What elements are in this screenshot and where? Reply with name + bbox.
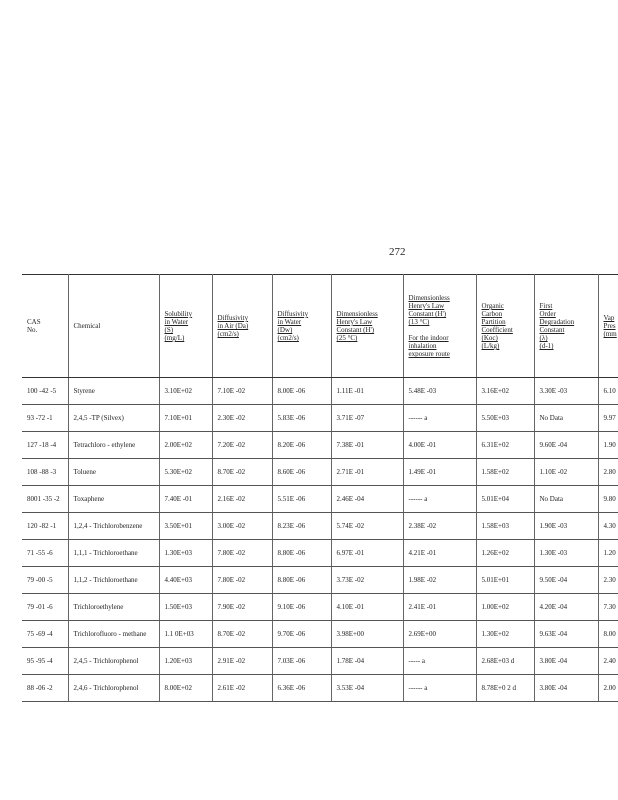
- table-cell-cas: 93 -72 -1: [22, 405, 68, 432]
- table-cell-vp: 2.40: [598, 648, 618, 675]
- column-header: [272, 275, 331, 378]
- table-cell-cas: 88 -06 -2: [22, 675, 68, 702]
- table-cell-koc: 5.01E+04: [476, 486, 534, 513]
- table-cell-cas: 79 -01 -6: [22, 594, 68, 621]
- column-header-line: (mg/L): [164, 334, 185, 342]
- table-cell-h25: 3.98E+00: [331, 621, 403, 648]
- table-cell-h13: 2.38E -02: [403, 513, 476, 540]
- column-header: [159, 275, 212, 378]
- chemical-properties-table: [22, 274, 618, 702]
- table-cell-da: 2.91E -02: [212, 648, 272, 675]
- column-header-line: exposure route: [408, 350, 450, 358]
- table-row: [22, 648, 618, 675]
- table-cell-vp: 8.00: [598, 621, 618, 648]
- table-cell-cas: 100 -42 -5: [22, 378, 68, 405]
- table-cell-chemical: Toxaphene: [68, 486, 159, 513]
- column-header-line: Dimensionless: [408, 294, 450, 302]
- table-row: [22, 567, 618, 594]
- column-header-line: Solubility: [164, 310, 193, 318]
- table-cell-h13: 2.69E+00: [403, 621, 476, 648]
- table-cell-dw: 8.23E -06: [272, 513, 331, 540]
- table-cell-s: 2.00E+02: [159, 432, 212, 459]
- table-cell-dw: 8.60E -06: [272, 459, 331, 486]
- table-cell-da: 8.70E -02: [212, 621, 272, 648]
- table-cell-h25: 5.74E -02: [331, 513, 403, 540]
- table-cell-lambda: 9.63E -04: [534, 621, 598, 648]
- table-cell-vp: 9.97: [598, 405, 618, 432]
- table-cell-s: 4.40E+03: [159, 567, 212, 594]
- table-cell-koc: 5.50E+03: [476, 405, 534, 432]
- table-cell-lambda: 9.60E -04: [534, 432, 598, 459]
- table-cell-chemical: 2,4,5 -TP (Silvex): [68, 405, 159, 432]
- column-header-line: (L/kg): [481, 342, 500, 350]
- table-cell-da: 3.00E -02: [212, 513, 272, 540]
- table-cell-chemical: Toluene: [68, 459, 159, 486]
- table-row: [22, 675, 618, 702]
- table-cell-h13: 4.21E -01: [403, 540, 476, 567]
- table-cell-s: 1.50E+03: [159, 594, 212, 621]
- table-cell-h25: 1.11E -01: [331, 378, 403, 405]
- column-header-line: Constant: [539, 326, 565, 334]
- table-cell-h25: 7.38E -01: [331, 432, 403, 459]
- column-header-line: Partition: [481, 318, 506, 326]
- table-cell-dw: 6.36E -06: [272, 675, 331, 702]
- table-header-row: [22, 275, 618, 378]
- table-cell-chemical: 1,2,4 - Trichlorobenzene: [68, 513, 159, 540]
- table-cell-chemical: Trichlorofluoro - methane: [68, 621, 159, 648]
- table-cell-vp: 2.30: [598, 567, 618, 594]
- table-cell-chemical: Trichloroethylene: [68, 594, 159, 621]
- table-cell-h25: 3.53E -04: [331, 675, 403, 702]
- table-row: [22, 594, 618, 621]
- table-cell-h13: ------ a: [403, 675, 476, 702]
- table-cell-dw: 8.80E -06: [272, 567, 331, 594]
- table-row: [22, 459, 618, 486]
- column-header-line: (13 °C): [408, 318, 430, 326]
- column-header-line: in Water: [277, 318, 302, 326]
- table-cell-h25: 3.71E -07: [331, 405, 403, 432]
- table-cell-h13: 1.49E -01: [403, 459, 476, 486]
- table-row: [22, 621, 618, 648]
- column-header-line: Constant (H'): [336, 326, 375, 334]
- column-header-line: (Dw): [277, 326, 293, 334]
- table-cell-s: 1.30E+03: [159, 540, 212, 567]
- table-cell-chemical: 1,1,2 - Trichloroethane: [68, 567, 159, 594]
- column-header-line: Pres: [603, 322, 616, 330]
- table-cell-h13: 2.41E -01: [403, 594, 476, 621]
- table-cell-h25: 6.97E -01: [331, 540, 403, 567]
- table-cell-dw: 8.80E -06: [272, 540, 331, 567]
- column-header-line: in Water: [164, 318, 189, 326]
- table-row: [22, 378, 618, 405]
- column-header-line: Dimensionless: [336, 310, 378, 318]
- table-cell-da: 7.80E -02: [212, 567, 272, 594]
- column-header-line: (d-1): [539, 342, 554, 350]
- table-cell-vp: 1.20: [598, 540, 618, 567]
- table-cell-h25: 2.46E -04: [331, 486, 403, 513]
- table-row: [22, 405, 618, 432]
- table-cell-lambda: 9.50E -04: [534, 567, 598, 594]
- table-cell-koc: 1.58E+02: [476, 459, 534, 486]
- table-cell-da: 2.30E -02: [212, 405, 272, 432]
- table-cell-s: 5.30E+02: [159, 459, 212, 486]
- column-header: [331, 275, 403, 378]
- column-header-line: Henry's Law: [408, 302, 445, 310]
- column-header-line: (Koc): [481, 334, 498, 342]
- column-header: [212, 275, 272, 378]
- table-cell-s: 3.10E+02: [159, 378, 212, 405]
- table-cell-vp: 1.90: [598, 432, 618, 459]
- table-cell-dw: 8.00E -06: [272, 378, 331, 405]
- table-cell-lambda: 3.80E -04: [534, 648, 598, 675]
- table-cell-koc: 6.31E+02: [476, 432, 534, 459]
- column-header-line: Coefficient: [481, 326, 513, 334]
- table-cell-dw: 9.70E -06: [272, 621, 331, 648]
- table-cell-chemical: 1,1,1 - Trichloroethane: [68, 540, 159, 567]
- table-row: [22, 540, 618, 567]
- column-header: [598, 275, 618, 378]
- table-cell-chemical: Styrene: [68, 378, 159, 405]
- table-cell-da: 2.16E -02: [212, 486, 272, 513]
- table-cell-h25: 2.71E -01: [331, 459, 403, 486]
- column-header-line: (cm2/s): [217, 330, 239, 338]
- table-cell-h13: ------ a: [403, 486, 476, 513]
- column-header-line: [409, 326, 474, 334]
- column-header-line: (mm: [603, 330, 617, 338]
- table-body: [22, 378, 618, 702]
- column-header-line: Carbon: [481, 310, 503, 318]
- column-header-line: Diffusivity: [217, 314, 249, 322]
- table-cell-h13: 1.98E -02: [403, 567, 476, 594]
- table-cell-cas: 120 -82 -1: [22, 513, 68, 540]
- table-cell-dw: 9.10E -06: [272, 594, 331, 621]
- table-cell-lambda: 4.20E -04: [534, 594, 598, 621]
- table-row: [22, 513, 618, 540]
- table-cell-vp: 6.10: [598, 378, 618, 405]
- column-header-line: First: [539, 302, 553, 310]
- column-header-line: (S): [164, 326, 174, 334]
- table-cell-da: 7.90E -02: [212, 594, 272, 621]
- table-cell-lambda: 3.30E -03: [534, 378, 598, 405]
- table-cell-da: 7.20E -02: [212, 432, 272, 459]
- table-cell-da: 8.70E -02: [212, 459, 272, 486]
- column-header: [403, 275, 476, 378]
- column-header-line: in Air (Da): [217, 322, 249, 330]
- table-row: [22, 486, 618, 513]
- table-cell-koc: 1.00E+02: [476, 594, 534, 621]
- table-cell-cas: 95 -95 -4: [22, 648, 68, 675]
- table-cell-s: 8.00E+02: [159, 675, 212, 702]
- table-cell-h25: 3.73E -02: [331, 567, 403, 594]
- table-cell-cas: 75 -69 -4: [22, 621, 68, 648]
- column-header: [68, 275, 159, 378]
- table-cell-cas: 79 -00 -5: [22, 567, 68, 594]
- table-cell-lambda: No Data: [534, 405, 598, 432]
- table-cell-h25: 1.78E -04: [331, 648, 403, 675]
- column-header: [534, 275, 598, 378]
- table-cell-s: 7.40E -01: [159, 486, 212, 513]
- table-cell-vp: 2.00: [598, 675, 618, 702]
- table-cell-chemical: Tetrachloro - ethylene: [68, 432, 159, 459]
- table-cell-s: 1.20E+03: [159, 648, 212, 675]
- column-header-line: (λ): [539, 334, 548, 342]
- table-cell-h25: 4.10E -01: [331, 594, 403, 621]
- table-cell-koc: 2.68E+03 d: [476, 648, 534, 675]
- table-cell-koc: 1.30E+02: [476, 621, 534, 648]
- table-cell-da: 7.10E -02: [212, 378, 272, 405]
- page-number: 272: [389, 246, 406, 258]
- table-cell-cas: 71 -55 -6: [22, 540, 68, 567]
- column-header-line: Degradation: [539, 318, 575, 326]
- column-header-line: Vap: [603, 314, 615, 322]
- column-header-line: Diffusivity: [277, 310, 309, 318]
- column-header: [22, 275, 68, 378]
- column-header-line: Chemical: [73, 322, 101, 330]
- table-cell-koc: 3.16E+02: [476, 378, 534, 405]
- table-cell-chemical: 2,4,5 - Trichlorophenol: [68, 648, 159, 675]
- table-cell-cas: 8001 -35 -2: [22, 486, 68, 513]
- column-header-line: Constant (H'): [408, 310, 447, 318]
- column-header: [476, 275, 534, 378]
- table-cell-cas: 108 -88 -3: [22, 459, 68, 486]
- table-cell-h13: 5.48E -03: [403, 378, 476, 405]
- column-header-line: Organic: [481, 302, 504, 310]
- table-cell-cas: 127 -18 -4: [22, 432, 68, 459]
- table-cell-h13: 4.00E -01: [403, 432, 476, 459]
- table-cell-h13: ----- a: [403, 648, 476, 675]
- table-cell-koc: 1.58E+03: [476, 513, 534, 540]
- table-cell-lambda: 1.90E -03: [534, 513, 598, 540]
- column-header-line: inhalation: [408, 342, 437, 350]
- table-cell-vp: 4.30: [598, 513, 618, 540]
- table-row: [22, 432, 618, 459]
- table-cell-koc: 5.01E+01: [476, 567, 534, 594]
- table-cell-s: 7.10E+01: [159, 405, 212, 432]
- column-header-line: (25 °C): [336, 334, 358, 342]
- table-cell-vp: 9.80: [598, 486, 618, 513]
- table-cell-da: 7.80E -02: [212, 540, 272, 567]
- table-cell-lambda: 3.80E -04: [534, 675, 598, 702]
- table-cell-lambda: 1.30E -03: [534, 540, 598, 567]
- column-header-line: Henry's Law: [336, 318, 373, 326]
- table-cell-lambda: No Data: [534, 486, 598, 513]
- table-cell-vp: 7.30: [598, 594, 618, 621]
- table-cell-s: 3.50E+01: [159, 513, 212, 540]
- table-cell-vp: 2.80: [598, 459, 618, 486]
- column-header-line: For the indoor: [408, 334, 449, 342]
- table-cell-chemical: 2,4,6 - Trichlorophenol: [68, 675, 159, 702]
- table-cell-koc: 8.78E+0 2 d: [476, 675, 534, 702]
- table-cell-dw: 8.20E -06: [272, 432, 331, 459]
- column-header-line: Order: [539, 310, 556, 318]
- column-header-line: (cm2/s): [277, 334, 299, 342]
- column-header-line: CAS: [27, 318, 41, 326]
- table-cell-h13: ------ a: [403, 405, 476, 432]
- table-cell-s: 1.1 0E+03: [159, 621, 212, 648]
- table-cell-dw: 5.83E -06: [272, 405, 331, 432]
- table-cell-lambda: 1.10E -02: [534, 459, 598, 486]
- table-cell-dw: 5.51E -06: [272, 486, 331, 513]
- table-cell-da: 2.61E -02: [212, 675, 272, 702]
- table-cell-koc: 1.26E+02: [476, 540, 534, 567]
- column-header-line: No.: [27, 326, 38, 334]
- table-cell-dw: 7.03E -06: [272, 648, 331, 675]
